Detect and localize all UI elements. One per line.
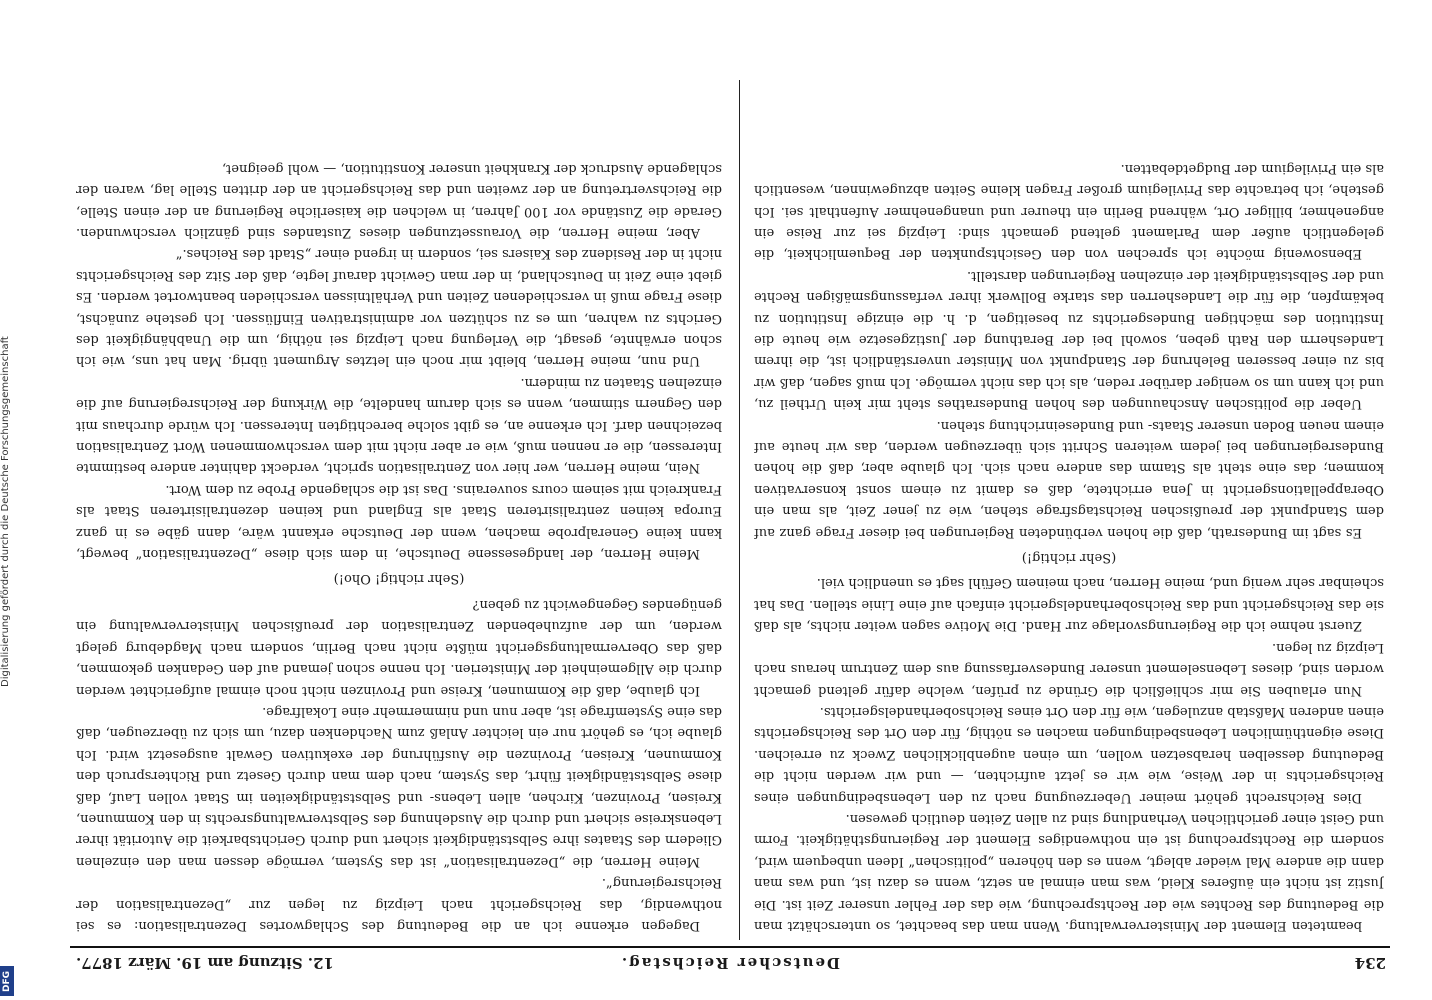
text-column-right [76,86,722,936]
paragraph: Ueber die politischen Anschauungen des hohen Bundesrathes steht mir kein Urtheil zu, und ich kann um so weniger darüber reden, als ich das nicht vermöge. Ich muß sagen, daß wir bis zu einer besseren Belehrung der Standpunkt von Minister unverständlich ist, die ihrem Landesherrn den Rath geben, sowohl bei der Berathung der Justizgesetze wie heute die Institution des mächtigen Bundesgerichts zu beseitigen, d. h. die einzige Institution zu bekämpfen, die für die Landesherren das starke Bollwerk ihrer verfassungsmäßigen Rechte und der Selbstständigkeit der einzelnen Regierungen darstellt. [754,267,1384,412]
column-divider [739,80,740,940]
paragraph: Meine Herren, die „Dezentralisation“ ist das System, vermöge dessen man den einzelnen Gliedern des Staates ihre Selbstständigkeit sichert und durch Gerichtsbarkeit die Autorität ihrer Lebenskreise sichert und durch die Ausdehnung des Selbstverwaltungsrechts in den Kommunen, Kreisen, Provinzen, Kirchen, allen Lebens- und Selbstständigkeiten im Staat vollen Lauf, daß diese Selbstständigkeit führt, das System, nach dem man durch Gesetz und Richterspruch den Kommunen, Kreisen, Provinzen die Ausführung der exekutiven Gewalt ausgesetzt wird. Ich glaube ich, es gehört nur ein leichter Anlaß zum Nachdenken dazu, um sich zu überzeugen, daß das eine Systemfrage ist, aber nun und nimmermehr eine Lokalfrage. [76,703,722,869]
paragraph: Meine Herren, der landgesessene Deutsche, in dem sich diese „Dezentralisation“ bewegt, kann keine Generalprobe machen, wenn der Deutsche erkannt wäre, dann gäbe es in ganz Europa keinen zentralisirteren Staat als England und keinen dezentralisirteren Staat als Frankreich mit seinem cours souverains. Das ist die schlagende Probe zu dem Wort. [76,481,722,562]
paragraph: Und nun, meine Herren, bleibt mir noch ein letztes Argument übrig. Man hat uns, wie ich schon erwähnte, gesagt, die Verlegung nach Leipzig sei nöthig, um die Unabhängigkeit des Gerichts zu wahren, um es zu schützen vor administrativen Einflüssen. Ich gestehe zunächst, diese Frage muß in verschiedenen Zeiten und Verhältnissen verschieden beantwortet werden. Es giebt eine Zeit in Deutschland, in der man Gewicht darauf legte, daß der Sitz des Reichsgerichts nicht in der Residenz des Kaisers sei, sondern in irgend einer „Stadt des Reiches.“ [76,246,722,369]
page-number: 234 [1354,954,1386,972]
paragraph: Nein, meine Herren, wer hier von Zentralisation spricht, verdeckt dahinter andere bestimmte Interessen, die er nennen muß, wie er aber nicht mit dem verschwommenen Wort Zentralisation bezeichnen darf. Ich erkenne an, es gibt solche berechtigten Interessen. Ich würde durchaus mit den Gegnern stimmen, wenn es sich darum handelte, die Wirkung der Reichsregierung auf die einzelnen Staaten zu mindern. [76,374,722,476]
paragraph: Dagegen erkenne ich an die Bedeutung des Schlagwortes Dezentralisation: es sei nothwendig, das Reichsgericht nach Leipzig zu legen zur „Dezentralisation der Reichsregierung“. [76,875,722,933]
publication-title: Deutscher Reichstag. [619,954,841,972]
paragraph: Dies Reichsrecht gehört meiner Ueberzeugung nach zu den Lebensbedingungen eines Reichsgerichts in der Weise, wie wir es jetzt aufrichten, — und wir werden nicht die Bedeutung desselben herabsetzen wollen, um einen augenblicklichen Zweck zu erreichen. Diese eigenthümlichen Lebensbedingungen machen es nöthig, für den Ort des Reichsgerichts einen anderen Maßstab anzulegen, wie für den Ort eines Reichsoberhandelsgerichts. [754,703,1384,805]
document-page [70,78,1390,976]
digitization-credit: Digitalisierung gefördert durch die Deutsche Forschungsgemeinschaft [0,336,11,688]
applause-note: (Sehr richtig! Oho!) [333,571,465,587]
text-column-left [754,86,1384,936]
dfg-logo: DFG [0,966,14,996]
paragraph: Es sagt im Bundesrath, daß die hohen verbündeten Regierungen bei dieser Frage ganz auf dem Standpunkt der preußischen Reichstagsfrage stehen, wie zu jener Zeit, als man ein Oberappellationsgericht in Jena errichtete, daß es damit zu einem sonst konservativen kommen; das eine steht als Stamm das andere nach sich. Ich glaube aber, daß die hohen Bundesregierungen bei jedem weiteren Schritt sich überzeugen werden, das wir heute auf einem neuen Boden unserer Staats- und Bundeseinrichtung stehen. [754,417,1384,540]
paragraph: Nun erlauben Sie mir schließlich die Gründe zu prüfen, welche dafür geltend gemacht worden sind, dieses Lebenselement unserer Bundesverfassung aus dem Zentrum heraus nach Leipzig zu legen. [754,639,1384,698]
paragraph: Aber, meine Herren, die Voraussetzungen dieses Zustandes sind gänzlich verschwunden. Gerade die Zustände vor 100 Jahren, in welchen die kaiserliche Regierung an der einen Stelle, die Reichsvertretung an der zweiten und das Reichsgericht an der dritten Stelle lag, waren der schlagende Ausdruck der Krankheit unserer Konstitution, — wohl geeignet, [76,160,722,240]
paragraph: Zuerst nehme ich die Regierungsvorlage zur Hand. Die Motive sagen weiter nichts, als daß sie das Reichsgericht und das Reichsoberhandelsgericht einfach auf eine Linie stellen. Das hat scheinbar sehr wenig und, meine Herren, nach meinem Gefühl sagt es unendlich viel. [754,575,1384,634]
applause-note: (Sehr richtig!) [1021,550,1117,566]
paragraph: beamteten Element der Ministerverwaltung. Wenn man das beachtet, so unterschätzt man die Bedeutung des Rechtes wie der Rechtsprechung, wie das der Fehler unserer Zeit ist. Die Justiz ist nicht ein äußeres Kleid, was man einmal an setzt, wenn es dazu ist, und was man dann die andere Mal wieder ablegt, wenn es den höheren „politischen“ Ideen unbequem wird, sondern die Rechtsprechung ist ein nothwendiges Element der Regierungsthätigkeit. Form und Geist einer gerichtlichen Verhandlung sind zu allen Zeiten deutlich gewesen. [754,810,1384,933]
paragraph: Ebensowenig möchte ich sprechen von den Gesichtspunkten der Bequemlichkeit, die gelegentlich außer dem Parlament geltend gemacht sind: Leipzig sei zur Reise ein angenehmer, billiger Ort, während Berlin ein theurer und unangenehmer Aufenthalt sei. Ich gestehe, ich betrachte das Privilegium großer Fragen kleine Seiten abzugewinnen, wesentlich als ein Privilegium der Budgetdebatten. [754,160,1384,262]
page-header [70,946,1390,976]
session-label: 12. Sitzung am 19. März 1877. [76,954,334,972]
paragraph: Ich glaube, daß die Kommunen, Kreise und Provinzen nicht noch einmal aufgerichtet werden durch die Allgemeinheit der Ministerien. Ich nenne schon jemand auf den Gedanken gekommen, daß das Obervermaltungsgericht müßte nicht nach Berlin, sondern nach Magdeburg gelegt werden, um der aufzuhebenden Zentralisation der preußischen Ministerverwaltung ein genügendes Gegengewicht zu geben? [76,596,722,698]
